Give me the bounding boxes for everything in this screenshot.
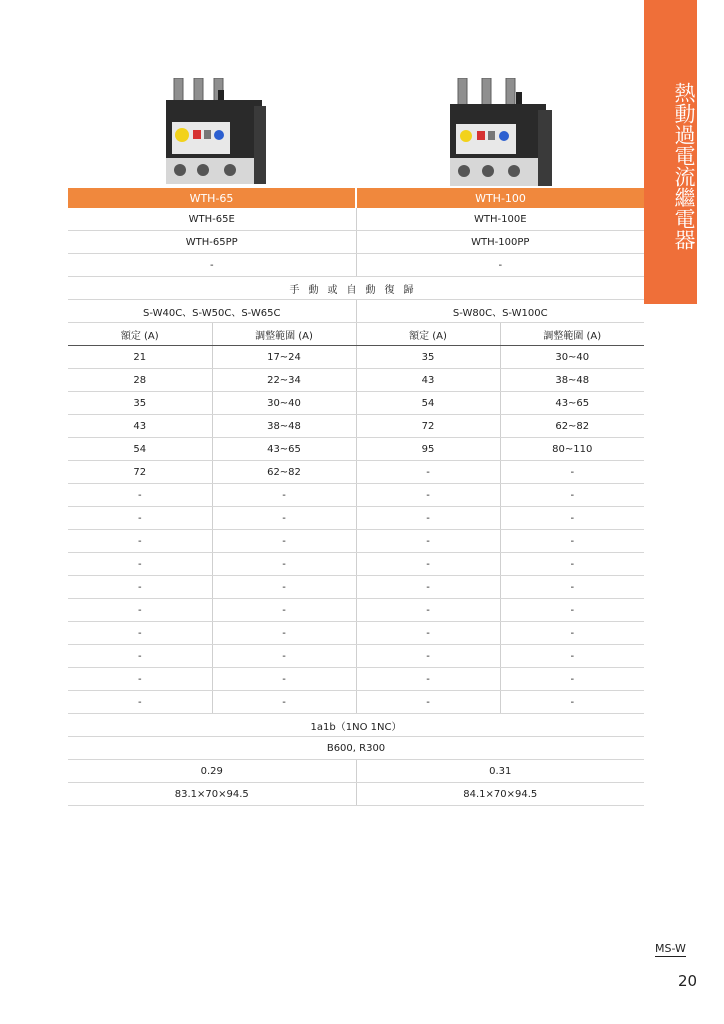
rated-current-cell: - <box>356 599 500 622</box>
adjust-range-cell: - <box>212 507 356 530</box>
rated-current-cell: - <box>68 576 212 599</box>
adjust-range-cell: - <box>212 645 356 668</box>
adjust-range-cell: - <box>212 622 356 645</box>
adjust-range-cell: - <box>500 599 644 622</box>
adjust-range-cell: - <box>500 576 644 599</box>
rated-current-cell: 72 <box>356 415 500 438</box>
range-row <box>68 484 644 507</box>
range-row <box>68 645 644 668</box>
rated-current-cell: - <box>356 668 500 691</box>
side-tab-title: 熱動過電流繼電器 <box>672 82 696 250</box>
side-tab <box>644 0 697 304</box>
range-row <box>68 530 644 553</box>
adjust-range-cell: 22~34 <box>212 369 356 392</box>
adjust-range-cell: - <box>212 530 356 553</box>
rated-current-cell: - <box>356 576 500 599</box>
rated-current-cell: 28 <box>68 369 212 392</box>
adjust-range-cell: 38~48 <box>212 415 356 438</box>
table-cell: - <box>68 254 356 277</box>
adjust-range-cell: - <box>212 484 356 507</box>
rated-current-cell: 43 <box>356 369 500 392</box>
table-row <box>68 277 644 300</box>
table-row <box>68 231 644 254</box>
adjust-range-cell: - <box>500 622 644 645</box>
column-header-rated: 額定 (A) <box>68 323 212 346</box>
adjust-range-cell: 17~24 <box>212 346 356 369</box>
table-row <box>68 300 644 323</box>
adjust-range-cell: - <box>500 691 644 714</box>
page-number: 20 <box>678 972 698 990</box>
model-header-row <box>68 188 644 208</box>
adjust-range-cell: - <box>212 599 356 622</box>
rated-current-cell: - <box>68 668 212 691</box>
rated-current-cell: 43 <box>68 415 212 438</box>
range-row <box>68 576 644 599</box>
rated-current-cell: - <box>68 599 212 622</box>
adjust-range-cell: - <box>500 461 644 484</box>
column-header-range: 調整範圍 (A) <box>500 323 644 346</box>
rated-current-cell: - <box>68 484 212 507</box>
adjust-range-cell: 62~82 <box>500 415 644 438</box>
rated-current-cell: 35 <box>356 346 500 369</box>
rated-current-cell: - <box>356 507 500 530</box>
model-header-cell: WTH-65 <box>68 188 356 208</box>
catalog-code: MS-W <box>655 942 686 955</box>
rated-current-cell: 35 <box>68 392 212 415</box>
table-cell: - <box>356 254 644 277</box>
column-header-rated: 額定 (A) <box>356 323 500 346</box>
product-photo-wth65 <box>158 78 268 188</box>
product-photo-wth100 <box>444 78 554 188</box>
weight-cell: 0.29 <box>68 760 356 783</box>
rated-current-cell: - <box>68 530 212 553</box>
range-row <box>68 553 644 576</box>
rated-current-cell: - <box>68 645 212 668</box>
rated-current-cell: - <box>68 622 212 645</box>
rated-current-cell: - <box>356 530 500 553</box>
rated-current-cell: - <box>68 691 212 714</box>
rated-current-cell: - <box>356 461 500 484</box>
range-row <box>68 438 644 461</box>
range-row <box>68 691 644 714</box>
rated-current-cell: 21 <box>68 346 212 369</box>
rated-current-cell: - <box>356 691 500 714</box>
rated-current-cell: - <box>68 553 212 576</box>
range-row <box>68 369 644 392</box>
rated-current-cell: 54 <box>356 392 500 415</box>
dimensions-cell: 83.1×70×94.5 <box>68 783 356 806</box>
table-row <box>68 714 644 737</box>
adjust-range-cell: 38~48 <box>500 369 644 392</box>
range-row <box>68 461 644 484</box>
table-cell: WTH-100PP <box>356 231 644 254</box>
rated-current-cell: - <box>356 622 500 645</box>
adjust-range-cell: 30~40 <box>500 346 644 369</box>
adjust-range-cell: - <box>500 530 644 553</box>
adjust-range-cell: 80~110 <box>500 438 644 461</box>
table-cell: WTH-65PP <box>68 231 356 254</box>
column-header-range: 調整範圍 (A) <box>212 323 356 346</box>
range-row <box>68 668 644 691</box>
adjust-range-cell: - <box>212 691 356 714</box>
spec-table <box>68 188 644 806</box>
contactor-cell: S-W80C、S-W100C <box>356 300 644 323</box>
adjust-range-cell: 62~82 <box>212 461 356 484</box>
column-header-row <box>68 323 644 346</box>
contacts-cell: 1a1b（1NO 1NC） <box>68 714 644 737</box>
adjust-range-cell: 43~65 <box>212 438 356 461</box>
rated-current-cell: 72 <box>68 461 212 484</box>
contactor-cell: S-W40C、S-W50C、S-W65C <box>68 300 356 323</box>
rated-current-cell: - <box>68 507 212 530</box>
reset-mode-cell: 手動或自動復歸 <box>68 277 644 300</box>
adjust-range-cell: - <box>212 668 356 691</box>
weight-cell: 0.31 <box>356 760 644 783</box>
adjust-range-cell: - <box>500 668 644 691</box>
rated-current-cell: 95 <box>356 438 500 461</box>
table-row <box>68 254 644 277</box>
adjust-range-cell: 30~40 <box>212 392 356 415</box>
adjust-range-cell: - <box>500 507 644 530</box>
adjust-range-cell: - <box>212 576 356 599</box>
rated-current-cell: - <box>356 645 500 668</box>
adjust-range-cell: - <box>500 484 644 507</box>
table-row <box>68 737 644 760</box>
rated-current-cell: 54 <box>68 438 212 461</box>
rated-current-cell: - <box>356 484 500 507</box>
dimensions-cell: 84.1×70×94.5 <box>356 783 644 806</box>
adjust-range-cell: - <box>500 553 644 576</box>
table-row <box>68 783 644 806</box>
table-cell: WTH-65E <box>68 208 356 231</box>
range-row <box>68 415 644 438</box>
rated-current-cell: - <box>356 553 500 576</box>
adjust-range-cell: 43~65 <box>500 392 644 415</box>
rating-cell: B600, R300 <box>68 737 644 760</box>
range-row <box>68 507 644 530</box>
table-row <box>68 208 644 231</box>
range-row <box>68 346 644 369</box>
range-row <box>68 392 644 415</box>
adjust-range-cell: - <box>212 553 356 576</box>
range-row <box>68 622 644 645</box>
table-cell: WTH-100E <box>356 208 644 231</box>
model-header-cell: WTH-100 <box>356 188 644 208</box>
table-row <box>68 760 644 783</box>
range-row <box>68 599 644 622</box>
adjust-range-cell: - <box>500 645 644 668</box>
